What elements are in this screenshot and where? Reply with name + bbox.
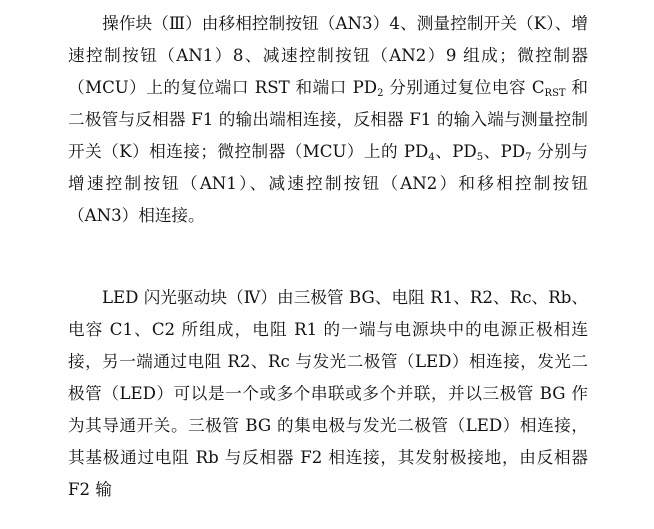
text-run: LED 闪光驱动块（Ⅳ）由三极管 BG、电阻 R1、R2、Rc、Rb、电容 C1、C2 所组成，电阻 R1 的一端与电源块中的电源正极相连接，另一端通过电阻 R2、Rc 与发光二极管（LED）相连接，发光二极管（LED）可以是一个或多个串联或多个并联，并以三极管 BG 作为其导通开关。三极管 BG 的集电极与发光二极管（LED）相连接，其基极通过电阻 Rb 与反相器 F2 相连接，其发射极接地，由反相器 F2 输	[68, 288, 588, 499]
text-run: 、PD	[483, 142, 526, 161]
text-run: 分别与增速控制按钮（AN1）、减速控制按钮（AN2）和移相控制按钮（AN3）相连接。	[68, 142, 588, 225]
text-run: 、PD	[434, 142, 477, 161]
subscript-pd2: 2	[377, 88, 384, 99]
subscript-pd7: 7	[525, 152, 532, 163]
text-run: 分别通过复位电容 C	[383, 78, 545, 97]
paragraph-operation-block	[68, 8, 588, 232]
text-run: 和二极管与反相器 F1 的输出端相连接，反相器 F1 的输入端与测量控制开关（K）相连接；微控制器（MCU）上的 PD	[68, 78, 588, 161]
paragraph-led-driver-block	[68, 282, 588, 506]
text-run: 操作块（Ⅲ）由移相控制按钮（AN3）4、测量控制开关（K）、增速控制按钮（AN1）8、减速控制按钮（AN2）9 组成；微控制器（MCU）上的复位端口 RST 和端口 PD	[68, 14, 588, 97]
subscript-pd4: 4	[428, 152, 435, 163]
subscript-pd5: 5	[476, 152, 484, 163]
subscript-rst: RST	[544, 88, 566, 99]
